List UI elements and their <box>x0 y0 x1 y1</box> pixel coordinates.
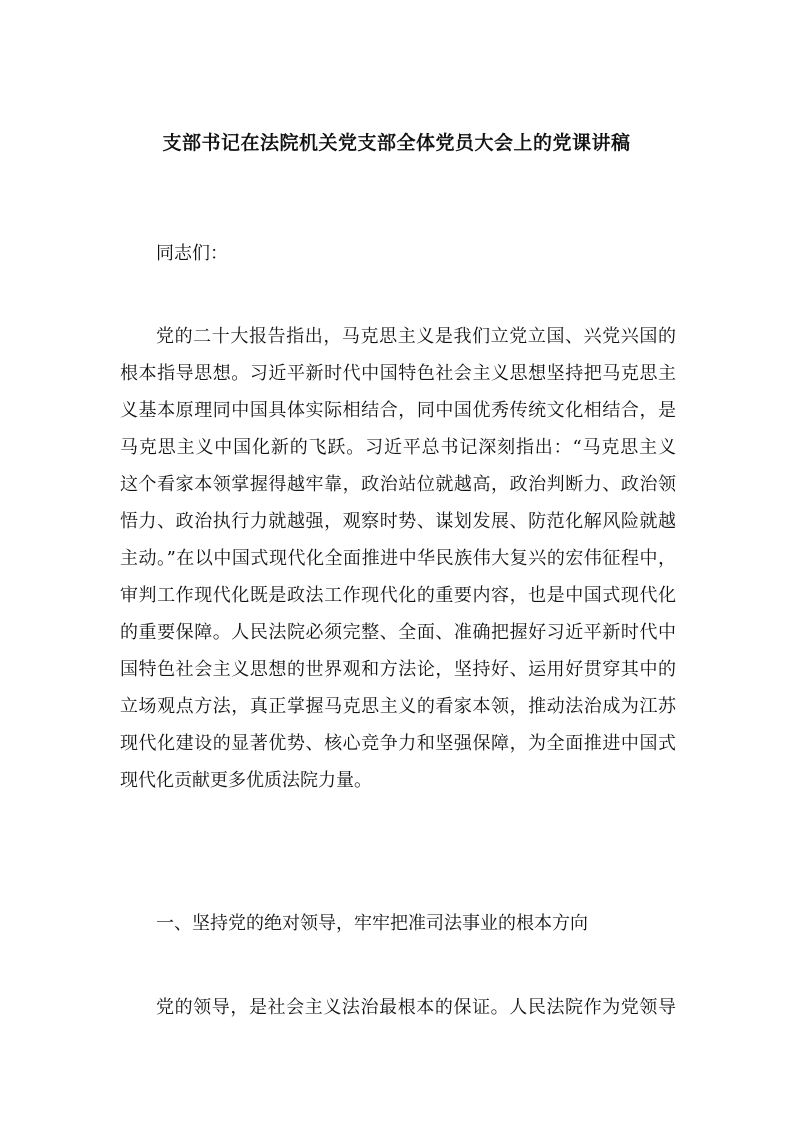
paragraph-line: 审判工作现代化既是政法工作现代化的重要内容，也是中国式现代化 <box>120 585 676 606</box>
paragraph-line: 义基本原理同中国具体实际相结合，同中国优秀传统文化相结合，是 <box>120 400 676 421</box>
paragraph-line: 党的二十大报告指出，马克思主义是我们立党立国、兴党兴国的 <box>156 326 676 347</box>
paragraph-line: 悟力、政治执行力就越强，观察时势、谋划发展、防范化解风险就越 <box>120 511 676 532</box>
paragraph-line: 主动。”在以中国式现代化全面推进中华民族伟大复兴的宏伟征程中， <box>120 548 676 569</box>
section-heading: 一、坚持党的绝对领导，牢牢把准司法事业的根本方向 <box>156 913 588 934</box>
paragraph-line: 国特色社会主义思想的世界观和方法论，坚持好、运用好贯穿其中的 <box>120 659 676 680</box>
paragraph-line: 根本指导思想。习近平新时代中国特色社会主义思想坚持把马克思主 <box>120 363 676 384</box>
document-title: 支部书记在法院机关党支部全体党员大会上的党课讲稿 <box>162 132 631 154</box>
paragraph-line: 现代化建设的显著优势、核心竞争力和坚强保障，为全面推进中国式 <box>120 733 676 754</box>
paragraph-line: 党的领导，是社会主义法治最根本的保证。人民法院作为党领导 <box>156 997 676 1018</box>
paragraph-line: 马克思主义中国化新的飞跃。习近平总书记深刻指出：“马克思主义 <box>120 437 676 458</box>
paragraph-line: 现代化贡献更多优质法院力量。 <box>120 770 372 791</box>
salutation: 同志们： <box>156 243 228 264</box>
paragraph-line: 立场观点方法，真正掌握马克思主义的看家本领，推动法治成为江苏 <box>120 696 676 717</box>
paragraph-line: 的重要保障。人民法院必须完整、全面、准确把握好习近平新时代中 <box>120 622 676 643</box>
paragraph-line: 这个看家本领掌握得越牢靠，政治站位就越高，政治判断力、政治领 <box>120 474 676 495</box>
